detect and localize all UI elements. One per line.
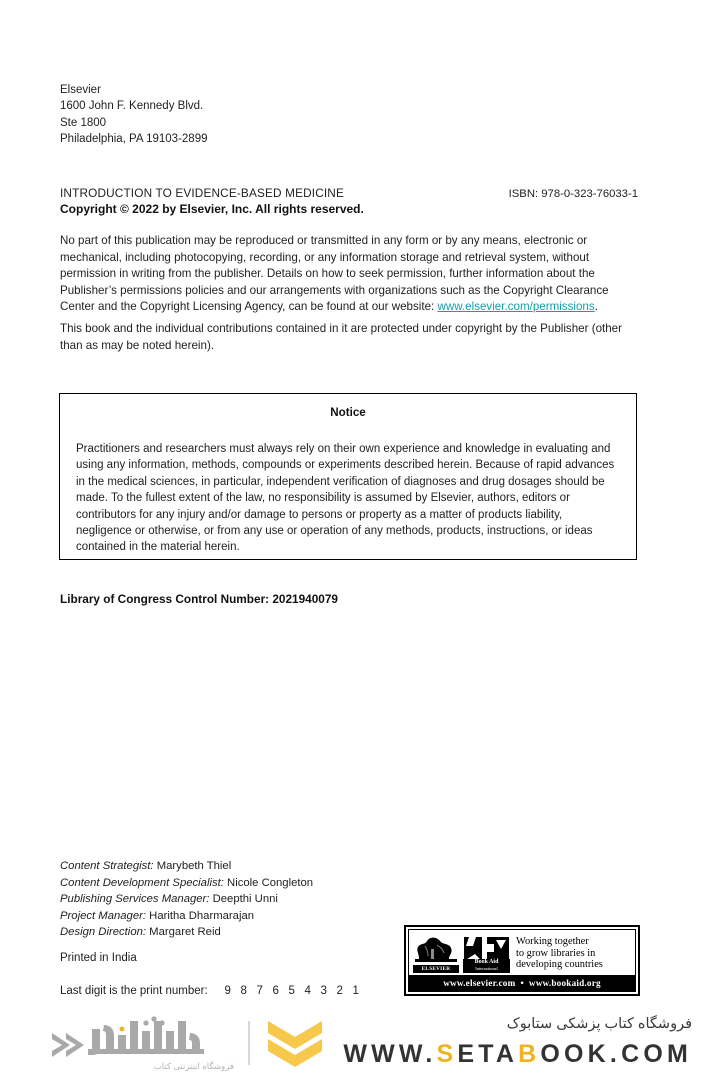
print-number-digits xyxy=(220,985,364,997)
print-digit: 1 xyxy=(352,985,359,997)
title-isbn-row xyxy=(60,186,638,200)
credit-role: Content Development Specialist: xyxy=(60,876,224,889)
credit-name: Marybeth Thiel xyxy=(156,860,232,872)
chevron-down-icon xyxy=(264,1017,326,1069)
print-number-label: Last digit is the print number: xyxy=(60,985,208,997)
permissions-text: No part of this publication may be reproduced or transmitted in any form or by any means, electronic or mechanical, including photocopying, recording, or any information storage and retrieval system, without permission in writing from the publisher. Details on how to seek permission, further information about the Publisher’s permissions policies and our arrangements with organizations such as the Copyright Clearance Center and the Copyright Licensing Agency, can be found at our website: xyxy=(60,234,609,314)
setabook-tagline: فروشگاه کتاب پزشکی ستابوک xyxy=(506,1016,692,1032)
credit-name: Nicole Congleton xyxy=(227,876,314,889)
elsevier-tree-icon xyxy=(413,935,459,964)
banner-divider xyxy=(248,1021,250,1065)
bookaid-label xyxy=(463,959,510,972)
elsevier-tree-logo xyxy=(413,935,459,973)
printed-in: Printed in India xyxy=(60,952,137,964)
setabook-wordmark xyxy=(44,1013,234,1072)
bookaid-tagline-line2: to grow libraries in xyxy=(516,947,596,959)
url-suffix: OOK.COM xyxy=(540,1040,692,1068)
print-digit: 8 xyxy=(240,985,247,997)
credit-name: Margaret Reid xyxy=(149,926,221,939)
credit-row xyxy=(60,875,313,892)
setabook-logo-icon xyxy=(44,1013,234,1059)
setabook-watermark-banner xyxy=(0,1005,720,1080)
publisher-city-state-zip: Philadelphia, PA 19103-2899 xyxy=(60,132,208,145)
setabook-logo-group[interactable] xyxy=(44,1013,326,1072)
library-of-congress-number: Library of Congress Control Number: 2021940079 xyxy=(60,592,338,606)
copyright-statement: Copyright © 2022 by Elsevier, Inc. All rights reserved. xyxy=(60,202,364,216)
isbn: ISBN: 978-0-323-76033-1 xyxy=(508,188,638,200)
credit-name: Deepthi Unni xyxy=(212,893,278,906)
credit-row xyxy=(60,908,313,925)
bookaid-url[interactable]: www.bookaid.org xyxy=(528,978,601,988)
publisher-suite: Ste 1800 xyxy=(60,116,107,129)
bookaid-label-line2: International xyxy=(475,965,498,971)
bookaid-tagline-line1: Working together xyxy=(516,936,589,948)
print-digit: 4 xyxy=(304,985,311,997)
production-credits xyxy=(60,858,313,941)
setabook-logo-subtitle: فروشگاه اینترنتی کتاب xyxy=(153,1061,234,1071)
permissions-text-end: . xyxy=(594,300,598,314)
print-digit: 3 xyxy=(320,985,327,997)
credit-row xyxy=(60,891,313,908)
credit-name: Haritha Dharmarajan xyxy=(149,909,255,922)
publisher-street: 1600 John F. Kennedy Blvd. xyxy=(60,100,204,113)
print-number-row xyxy=(60,985,364,997)
protection-paragraph: This book and the individual contributions contained in it are protected under copyright by the Publisher (other than as may be noted herein). xyxy=(60,322,622,352)
url-letter-s: S xyxy=(436,1040,458,1068)
print-digit: 7 xyxy=(256,985,263,997)
publisher-name: Elsevier xyxy=(60,84,101,96)
publisher-address xyxy=(60,82,208,147)
credit-role: Project Manager: xyxy=(60,909,147,922)
print-digit: 6 xyxy=(272,985,279,997)
bookaid-label-line1: Book Aid xyxy=(474,959,499,966)
print-digit: 5 xyxy=(288,985,295,997)
notice-box xyxy=(59,393,637,560)
bookaid-open-book-icon xyxy=(463,935,510,962)
elsevier-wordmark: ELSEVIER xyxy=(413,965,459,973)
setabook-persian-logotype xyxy=(44,1013,234,1059)
bookaid-tagline xyxy=(516,936,632,971)
bookaid-mark xyxy=(463,935,510,973)
permissions-paragraph xyxy=(60,233,638,316)
url-letter-b: B xyxy=(518,1040,541,1068)
notice-body: Practitioners and researchers must always rely on their own experience and knowledge in evaluating and using any information, methods, compounds or experiments described herein. Because of rapid advances in the medical sciences, in particular, independent verification of diagnoses and drug dosages should be made. To the fullest extent of the law, no responsibility is assumed by Elsevier, authors, editors or contributors for any injury and/or damage to persons or property as a matter of products liability, negligence or otherwise, or from any use or operation of any methods, products, instructions, or ideas contained in the material herein. xyxy=(76,443,615,554)
permissions-link[interactable]: www.elsevier.com/permissions xyxy=(437,300,595,314)
setabook-url[interactable] xyxy=(343,1040,692,1069)
credit-row xyxy=(60,858,313,875)
setabook-chevron-mark xyxy=(264,1017,326,1069)
credit-role: Content Strategist: xyxy=(60,860,154,872)
credit-role: Design Direction: xyxy=(60,926,147,939)
url-letters-eta: ETA xyxy=(457,1040,519,1068)
bookaid-url-bar xyxy=(409,975,635,991)
notice-heading: Notice xyxy=(330,406,366,419)
print-digit: 2 xyxy=(336,985,343,997)
credit-role: Publishing Services Manager: xyxy=(60,893,210,906)
bookaid-inner-frame xyxy=(408,929,636,992)
credit-row xyxy=(60,924,313,941)
url-separator-bullet: • xyxy=(520,978,524,988)
elsevier-url[interactable]: www.elsevier.com xyxy=(443,978,516,988)
bookaid-tagline-line3: developing countries xyxy=(516,959,603,971)
setabook-text-group xyxy=(343,1016,692,1069)
bookaid-logo-block xyxy=(404,925,640,996)
print-digit: 9 xyxy=(224,985,231,997)
book-title: INTRODUCTION TO EVIDENCE-BASED MEDICINE xyxy=(60,186,344,200)
url-prefix: WWW. xyxy=(343,1040,437,1068)
bookaid-top-row xyxy=(409,930,635,975)
